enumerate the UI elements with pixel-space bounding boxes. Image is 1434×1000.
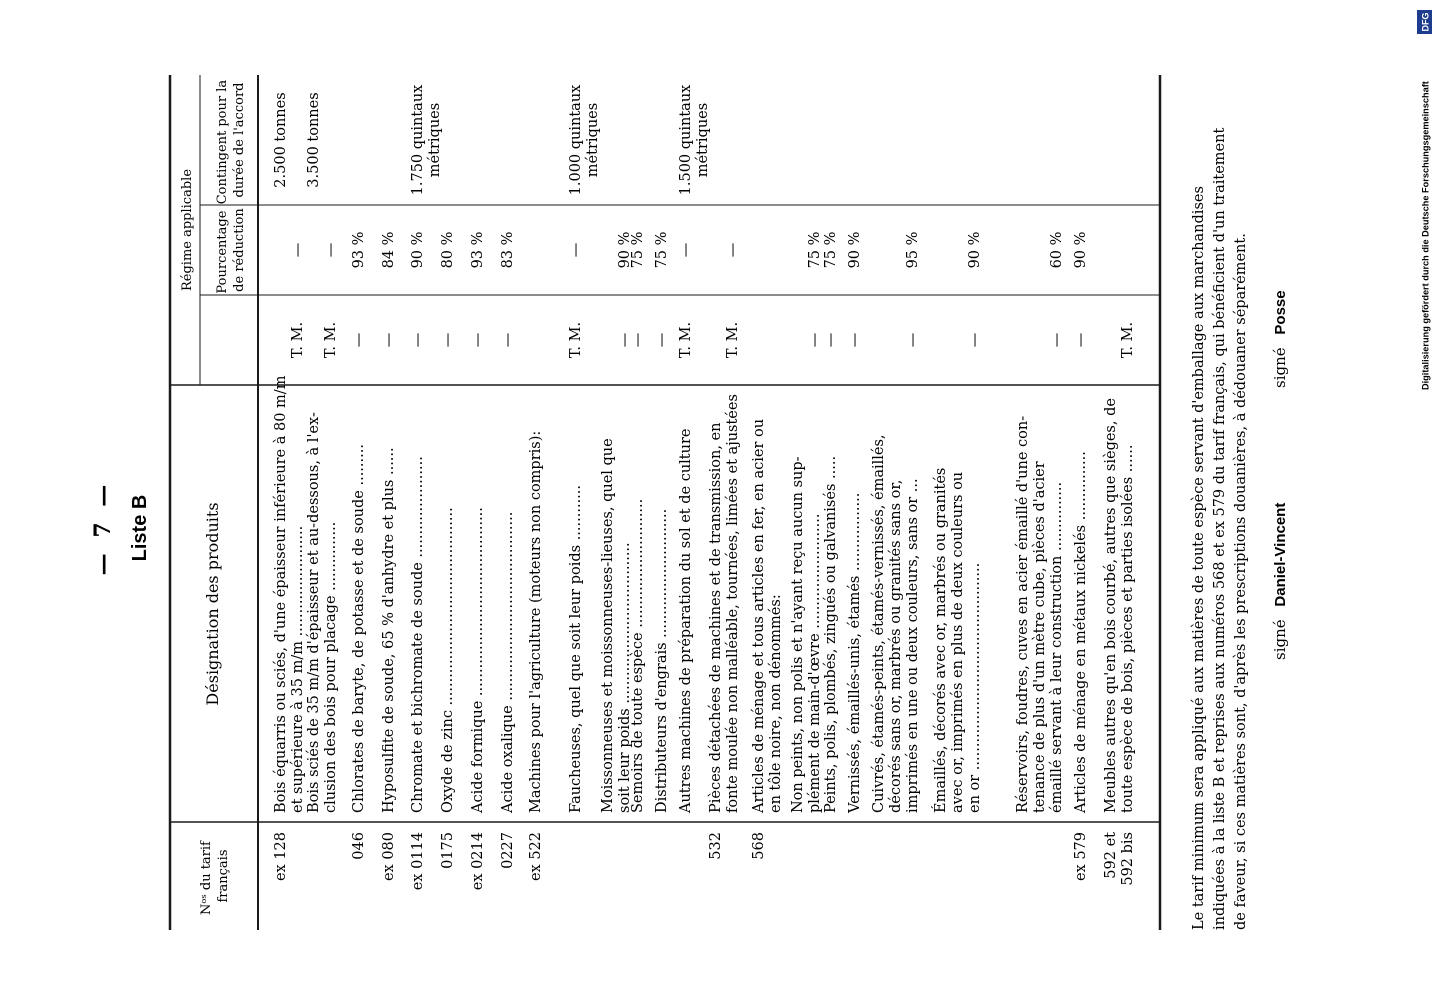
tm-cell: T. M.	[678, 321, 694, 359]
reduction-percentage: 90 %	[617, 231, 633, 269]
reduction-percentage: 93 %	[470, 231, 486, 269]
table-row	[600, 232, 633, 813]
product-designation: clusion des bois pour placage ...............	[323, 521, 339, 813]
table-row	[440, 232, 456, 869]
reduction-percentage: —	[323, 242, 339, 258]
product-designation: Chromate et bichromate de soude ......................	[410, 456, 426, 813]
table-row	[272, 92, 306, 881]
tm-cell: T. M.	[1120, 321, 1136, 359]
product-designation: Semoirs de toute espèce ............................	[630, 498, 646, 813]
tarif-number: 046	[351, 832, 367, 860]
tarif-number: ex 128	[273, 832, 289, 882]
footnote: Le tarif minimum sera appliqué aux matières de toute espèce servant d'emballage aux marchandises indiquées à la liste B et reprises aux numéros 568 et ex 579 du tarif français, qui bénéficient d'un traitement de faveur, si ces matières sont, d'après les prescriptions douanières, à dédouaner séparément.	[1191, 127, 1249, 930]
product-designation: fonte moulée non malléable, tournées, limées et ajustées	[725, 394, 741, 813]
table-row	[381, 232, 397, 881]
tm-cell: T. M.	[290, 321, 306, 359]
reduction-percentage: 75 %	[807, 231, 823, 269]
tarif-number: ex 579	[1073, 832, 1089, 882]
tm-cell: —	[351, 332, 367, 348]
table-row	[790, 232, 823, 813]
tm-cell: —	[654, 332, 670, 348]
product-designation: Oxyde de zinc ...........................................	[440, 507, 456, 813]
table-row	[823, 232, 839, 813]
reduction-percentage: —	[678, 242, 694, 258]
product-designation: Bois sciés de 35 m/m d'épaisseur et au-dessous, à l'ex-	[306, 412, 322, 813]
table-row	[1073, 232, 1089, 881]
product-designation: imprimés en une ou deux couleurs, sans or ...	[905, 478, 921, 813]
product-designation: soit leur poids ...................................	[617, 542, 633, 813]
table-row	[1103, 322, 1136, 886]
product-designation: en or .............................................	[967, 562, 983, 813]
product-designation: tenance de plus d'un mètre cube, pièces d'acier	[1032, 461, 1048, 813]
tm-cell: —	[617, 332, 633, 348]
tm-cell: T. M.	[568, 321, 584, 359]
tm-cell: —	[823, 332, 839, 348]
reduction-percentage: 75 %	[823, 231, 839, 269]
tm-cell: —	[807, 332, 823, 348]
product-designation: Cuivrés, étamés-peints, étamés-vernissés, émaillés,	[871, 434, 887, 813]
contingent-quota: 2.500 tonnes	[273, 92, 289, 188]
tarif-number: 532	[708, 832, 724, 860]
tm-cell: —	[1049, 332, 1065, 348]
product-designation: Non peints, non polis et n'ayant reçu aucun sup-	[790, 456, 806, 813]
tm-cell: —	[381, 332, 397, 348]
product-designation: plément de main-d'œvre .........................	[807, 513, 823, 813]
signature-right: signé Posse	[1271, 290, 1289, 388]
product-designation: Chlorates de baryte, de potasse et de soude .........	[351, 444, 367, 813]
product-designation: émaillé servant à leur construction ...............	[1049, 481, 1065, 813]
reduction-percentage: 90 %	[967, 231, 983, 269]
header-nos: Nᵒˢ du tarif français	[199, 841, 231, 916]
table-row	[654, 232, 670, 813]
product-designation: Vernissés, émaillés-unis, étamés .................	[847, 492, 863, 813]
tm-cell: —	[967, 332, 983, 348]
table-row	[305, 92, 339, 813]
reduction-percentage: 93 %	[351, 231, 367, 269]
tarif-number: ex 0214	[470, 832, 486, 891]
tarif-number: 0175	[440, 832, 456, 869]
tm-cell: —	[847, 332, 863, 348]
table-row	[678, 85, 711, 814]
contingent-quota: 1.750 quintaux	[410, 84, 426, 196]
page-number: — 7 —	[90, 480, 116, 576]
contingent-quota: 1.000 quintaux	[568, 84, 584, 196]
header-designation: Désignation des produits	[203, 502, 222, 706]
tm-cell: —	[500, 332, 516, 348]
reduction-percentage: —	[725, 242, 741, 258]
credit-text: Digitalisierung gefördert durch die Deutsche Forschungsgemeinschaft	[1420, 81, 1431, 390]
tarif-number: ex 0114	[410, 832, 426, 891]
tm-cell: T. M.	[323, 321, 339, 359]
product-designation: toute espèce de bois, pièces et parties isolées ......	[1120, 444, 1136, 813]
reduction-percentage: —	[290, 242, 306, 258]
reduction-percentage: 75 %	[630, 231, 646, 269]
product-designation: décorés sans or, marbrés ou granités sans or,	[888, 479, 904, 813]
product-designation: Hyposulfite de soude, 65 % d'anhydre et plus ......	[381, 447, 397, 813]
table-row	[568, 85, 601, 813]
reduction-percentage: 95 %	[905, 231, 921, 269]
tm-cell: —	[630, 332, 646, 348]
tm-cell: —	[905, 332, 921, 348]
product-designation: Articles de ménage et tous articles en fer, en acier ou	[751, 418, 767, 813]
table-headers	[180, 76, 247, 915]
table-row	[708, 243, 741, 860]
signatures	[1271, 290, 1289, 660]
product-designation: Acide formique .........................................	[470, 507, 486, 813]
tm-cell: T. M.	[725, 321, 741, 359]
table-row	[500, 232, 516, 869]
reduction-percentage: 90 %	[1073, 231, 1089, 269]
product-designation: Acide oxalique .........................................	[500, 511, 516, 813]
product-designation: Réservoirs, foudres, cuves en acier émaillé d'une con-	[1015, 415, 1031, 813]
tarif-number: 568	[751, 832, 767, 860]
contingent-quota: métriques	[427, 102, 443, 178]
product-designation: Bois équarris ou sciés, d'une épaisseur inférieure à 80 m/m	[273, 375, 289, 813]
table-row	[847, 232, 863, 814]
tarif-number: ex 080	[381, 832, 397, 882]
contingent-quota: 1.500 quintaux	[678, 84, 694, 196]
tarif-number: 592 et	[1103, 832, 1119, 879]
signature-left: signé Daniel-Vincent	[1271, 502, 1289, 660]
product-designation: Moissonneuses et moissonneuses-lieuses, quel que	[600, 438, 616, 813]
table-row	[931, 232, 983, 813]
product-designation: Autres machines de préparation du sol et de culture	[678, 428, 694, 813]
table-row	[351, 232, 367, 860]
table-row	[528, 431, 544, 881]
tarif-number: 592 bis	[1120, 832, 1136, 886]
product-designation: Machines pour l'agriculture (moteurs non compris):	[528, 430, 544, 813]
tm-cell: —	[1073, 332, 1089, 348]
tm-cell: —	[470, 332, 486, 348]
tarif-number: ex 522	[528, 832, 544, 882]
table-row	[470, 232, 486, 891]
reduction-percentage: 80 %	[440, 231, 456, 269]
header-regime: Régime applicable	[180, 168, 195, 292]
product-designation: en tôle noire, non dénommés:	[768, 594, 784, 813]
contingent-quota: 3.500 tonnes	[306, 92, 322, 188]
reduction-percentage: 83 %	[500, 231, 516, 269]
product-designation: Distributeurs d'engrais ............................	[654, 508, 670, 813]
reduction-percentage: 75 %	[654, 231, 670, 269]
product-designation: avec or, imprimés en plus de deux couleurs ou	[950, 471, 966, 813]
rotated-page-content	[90, 75, 1289, 930]
tm-cell: —	[440, 332, 456, 348]
tarif-number: 0227	[500, 832, 516, 869]
product-designation: Meubles autres qu'en bois courbé, autres que sièges, de	[1103, 398, 1119, 813]
product-designation: et supérieure à 35 m/m ........................	[290, 525, 306, 813]
product-designation: Peints, polis, plombés, zingués ou galvanisés .....	[823, 455, 839, 813]
product-designation: Pièces détachées de machines et de transmission, en	[708, 422, 724, 813]
table-row	[871, 232, 921, 813]
reduction-percentage: 90 %	[410, 231, 426, 269]
header-contingent: Contingent pour la durée de l'accord	[215, 79, 247, 205]
table-row	[630, 232, 646, 813]
reduction-percentage: 84 %	[381, 231, 397, 269]
dfg-logo-text: DFG	[1420, 12, 1431, 32]
product-designation: Faucheuses, quel que soit leur poids ............	[568, 484, 584, 813]
contingent-quota: métriques	[695, 102, 711, 178]
table-row	[1015, 232, 1065, 813]
list-title: Liste B	[129, 494, 151, 562]
product-designation: Articles de ménage en métaux nickelés ...............	[1073, 451, 1089, 813]
tm-cell: —	[410, 332, 426, 348]
header-pourcentage: Pourcentage de réduction	[215, 208, 247, 294]
reduction-percentage: —	[568, 242, 584, 258]
digitization-credit	[1416, 8, 1434, 392]
reduction-percentage: 60 %	[1049, 231, 1065, 269]
table-row	[751, 419, 784, 860]
product-designation: Émaillés, décorés avec or, marbrés ou granités	[933, 467, 949, 813]
reduction-percentage: 90 %	[847, 231, 863, 269]
contingent-quota: métriques	[585, 102, 601, 178]
